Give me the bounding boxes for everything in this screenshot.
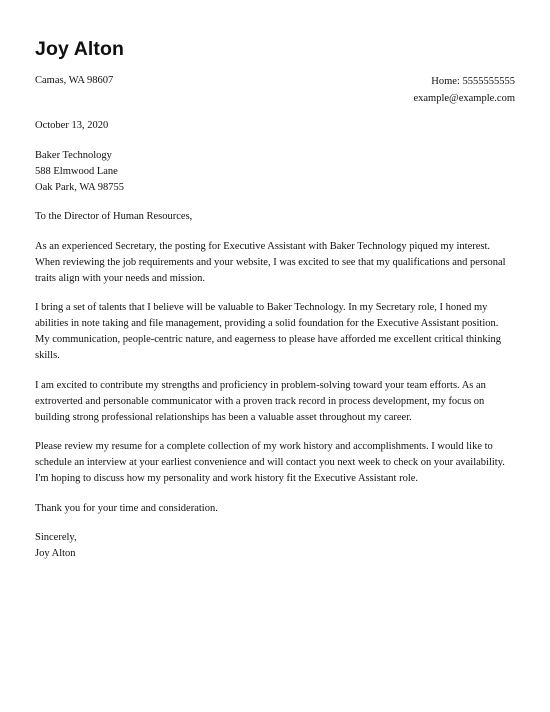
paragraph-intro: As an experienced Secretary, the posting for Executive Assistant with Baker Technology piqued my interest. When reviewing the job requirements and your website, I was excited to see that my qualifications and personal traits align with your needs and mission. xyxy=(35,240,506,284)
letter-date: October 13, 2020 xyxy=(35,120,109,131)
salutation: To the Director of Human Resources, xyxy=(35,211,193,222)
recipient-company: Baker Technology xyxy=(35,149,112,161)
applicant-email: example@example.com xyxy=(413,93,515,104)
paragraph-thanks: Thank you for your time and consideration. xyxy=(35,502,218,514)
paragraph-call-to-action: Please review my resume for a complete collection of my work history and accomplishments. I would like to schedule an interview at your earliest convenience and will contact you next week to check on your availability. I'm hoping to discuss how my personality and work history fit the Executive Assistant role. xyxy=(35,441,505,484)
signoff xyxy=(35,530,515,562)
recipient-city: Oak Park, WA 98755 xyxy=(35,181,125,193)
applicant-location: Camas, WA 98607 xyxy=(35,75,114,86)
closing: Sincerely, xyxy=(35,532,77,543)
recipient-street: 588 Elmwood Lane xyxy=(35,165,118,177)
signature: Joy Alton xyxy=(35,548,76,559)
letter-body xyxy=(35,118,515,562)
contact-info xyxy=(413,73,515,107)
applicant-phone: Home: 5555555555 xyxy=(431,76,515,87)
recipient-address xyxy=(35,148,515,196)
paragraph-contribution: I am excited to contribute my strengths and proficiency in problem-solving toward your team efforts. As an extroverted and personable communicator with a proven track record in process development, my focus on building strong professional relationships has been a valuable asset throughout my career. xyxy=(35,379,486,423)
paragraph-talents: I bring a set of talents that I believe will be valuable to Baker Technology. In my Secretary role, I honed my abilities in note taking and file management, providing a solid foundation for the Executive Assistant position. My communication, people-centric nature, and eagerness to please have afforded me excellent critical thinking skills. xyxy=(35,302,501,361)
applicant-name: Joy Alton xyxy=(35,38,125,60)
